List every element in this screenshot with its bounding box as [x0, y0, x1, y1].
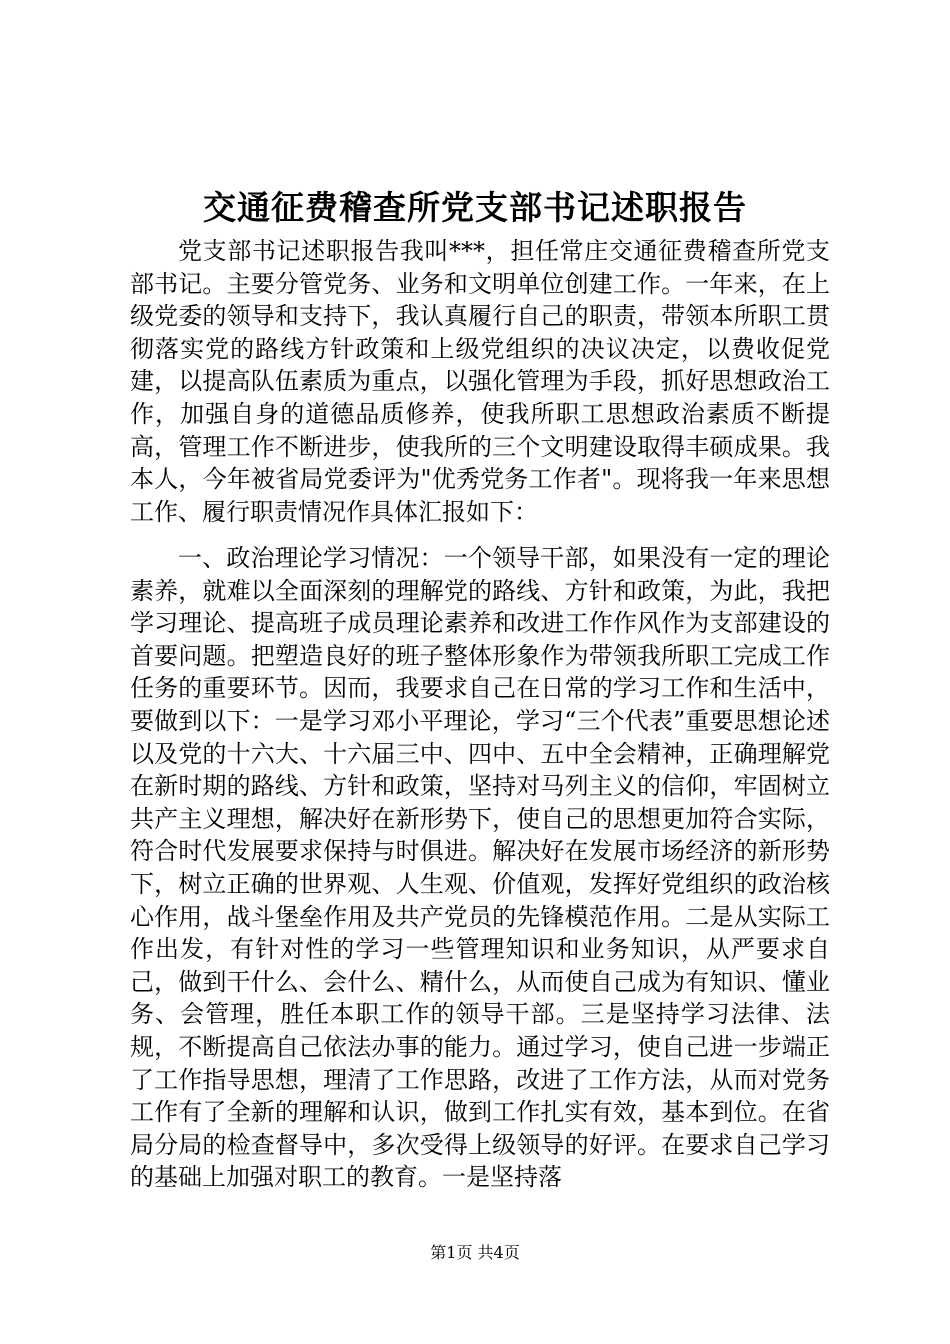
document-title: 交通征费稽查所党支部书记述职报告	[203, 188, 747, 227]
body-paragraph: 党支部书记述职报告我叫***，担任常庄交通征费稽查所党支部书记。主要分管党务、业务和文明单位创建工作。一年来，在上级党委的领导和支持下，我认真履行自己的职责，带领本所职工贯彻落实党的路线方针政策和上级党组织的决议决定，以费收促党建，以提高队伍素质为重点，以强化管理为手段，抓好思想政治工作，加强自身的道德品质修养，使我所职工思想政治素质不断提高，管理工作不断进步，使我所的三个文明建设取得丰硕成果。我本人，今年被省局党委评为"优秀党务工作者"。现将我一年来思想工作、履行职责情况作具体汇报如下：	[130, 237, 830, 526]
page-footer: 第1页 共4页	[430, 1243, 520, 1262]
body-paragraph: 一、政治理论学习情况：一个领导干部，如果没有一定的理论素养，就难以全面深刻的理解党的路线、方针和政策，为此，我把学习理论、提高班子成员理论素养和改进工作作风作为支部建设的首要问题。把塑造良好的班子整体形象作为带领我所职工完成工作任务的重要环节。因而，我要求自己在日常的学习工作和生活中，要做到以下：一是学习邓小平理论，学习“三个代表”重要思想论述以及党的十六大、十六届三中、四中、五中全会精神，正确理解党在新时期的路线、方针和政策，坚持对马列主义的信仰，牢固树立共产主义理想，解决好在新形势下，使自己的思想更加符合实际，符合时代发展要求保持与时俱进。解决好在发展市场经济的新形势下，树立正确的世界观、人生观、价值观，发挥好党组织的政治核心作用，战斗堡垒作用及共产党员的先锋模范作用。二是从实际工作出发，有针对性的学习一些管理知识和业务知识，从严要求自己，做到干什么、会什么、精什么，从而使自己成为有知识、懂业务、会管理，胜任本职工作的领导干部。三是坚持学习法律、法规，不断提高自己依法办事的能力。通过学习，使自己进一步端正了工作指导思想，理清了工作思路，改进了工作方法，从而对党务工作有了全新的理解和认识，做到工作扎实有效，基本到位。在省局分局的检查督导中，多次受得上级领导的好评。在要求自己学习的基础上加强对职工的教育。一是坚持落	[130, 544, 830, 1192]
